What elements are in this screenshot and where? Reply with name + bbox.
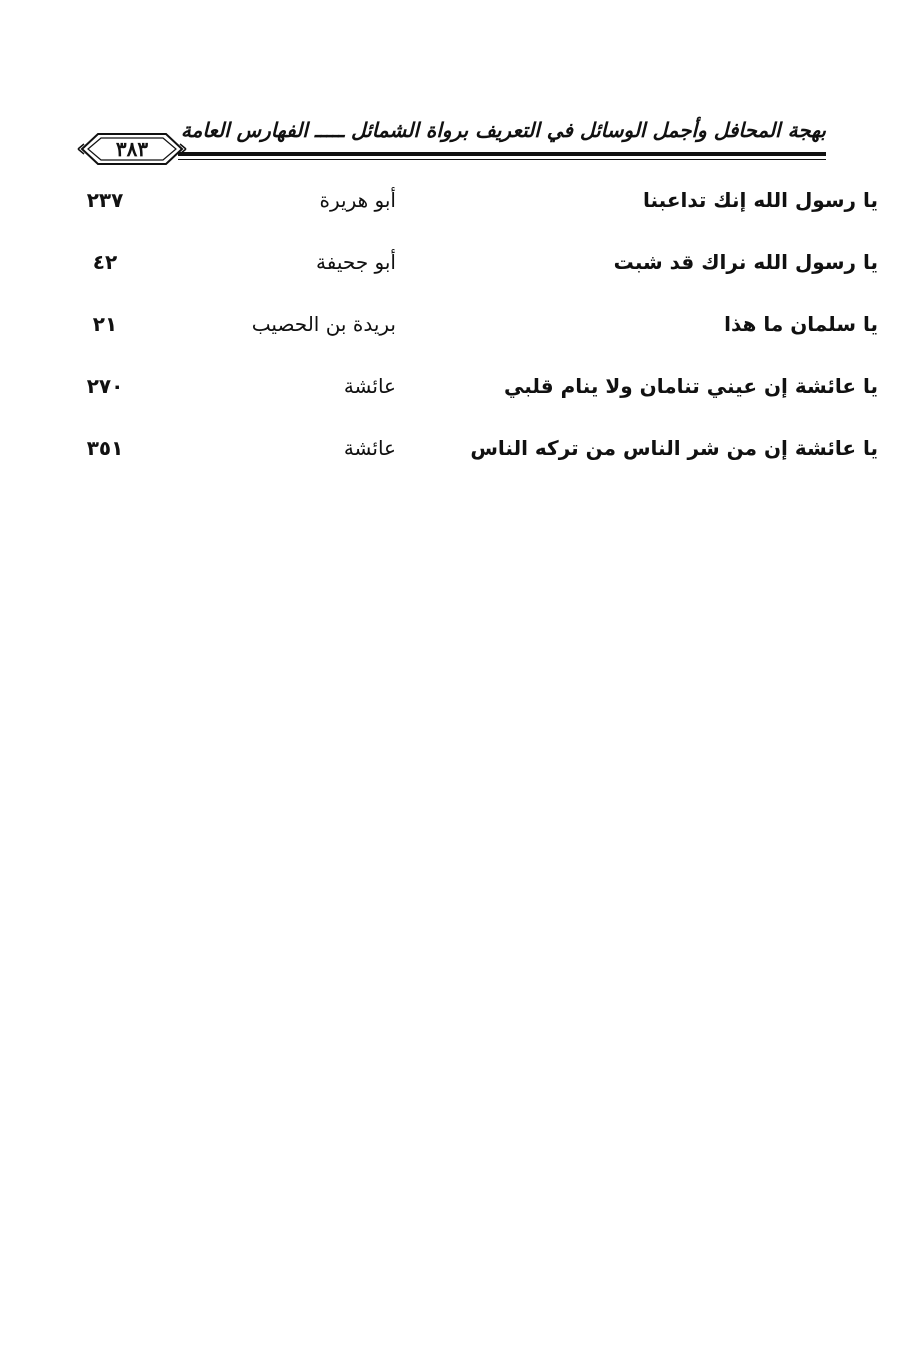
entry-narrator: بريدة بن الحصيب [251,312,396,336]
entry-phrase: يا سلمان ما هذا [724,312,878,336]
entry-page-number: ٣٥١ [86,436,124,460]
running-header [76,110,826,174]
page-number: ٣٨٣ [115,137,149,161]
entry-page-number: ٤٢ [92,250,118,274]
entry-phrase: يا عائشة إن من شر الناس من تركه الناس [470,436,878,460]
entry-page-number: ٢٧٠ [86,374,124,398]
header-rule-thin [178,159,826,160]
entry-phrase: يا رسول الله نراك قد شبت [613,250,878,274]
entry-narrator: عائشة [343,374,396,398]
entry-narrator: أبو هريرة [319,188,396,212]
running-header-title: بهجة المحافل وأجمل الوسائل في التعريف برواة الشمائل ـــــ الفهارس العامة [180,118,826,142]
entry-page-number: ٢١ [92,312,118,336]
header-rule [178,152,826,156]
index-entry [0,364,906,408]
entry-phrase: يا عائشة إن عيني تنامان ولا ينام قلبي [503,374,878,398]
entry-narrator: أبو جحيفة [316,250,396,274]
index-entry [0,302,906,346]
index-entry [0,240,906,284]
index-entry [0,178,906,222]
page-number-badge [76,128,188,170]
entry-phrase: يا رسول الله إنك تداعبنا [642,188,878,212]
entry-page-number: ٢٣٧ [86,188,124,212]
index-entry [0,426,906,470]
entry-narrator: عائشة [343,436,396,460]
